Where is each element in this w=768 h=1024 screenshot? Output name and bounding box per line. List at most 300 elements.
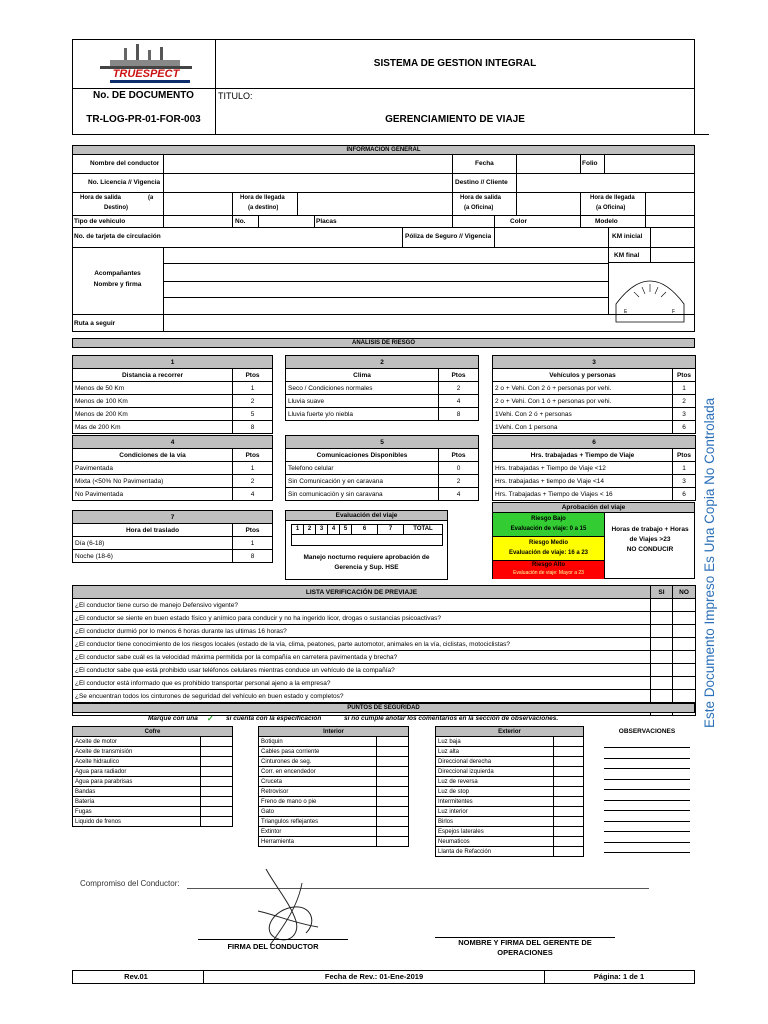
logo-text: TRUESPECT [112,68,180,80]
safety-checkbox[interactable] [201,787,233,797]
row-label: Menos de 200 Km [73,408,233,421]
safety-checkbox[interactable] [201,767,233,777]
observation-line[interactable] [604,789,690,790]
row-label: Pavimentada [73,462,233,475]
no-drive-note-c: NO CONDUCIR [626,546,674,553]
checklist-question: ¿El conductor sabe que está prohibido usar teléfonos celulares mientras conduce un vehículo de la compañía? [73,664,651,677]
eval-col-3: 3 [316,525,328,534]
row-points: 6 [673,421,696,434]
gauge-f-label: F [672,309,676,315]
fuel-gauge [610,266,690,328]
safety-checkbox[interactable] [201,797,233,807]
table-number: 7 [73,511,273,524]
safety-row [259,807,409,817]
row-label: Lluvia fuerte y/o niebla [286,408,439,421]
table-row [73,537,273,550]
commitment-label: Compromiso del Conductor: [80,879,180,888]
checklist-question: ¿El conductor está informado que es prohibido transportar personal ajeno a la empresa? [73,677,651,690]
row-label: Hrs. Trabajadas + Tiempo de Viajes < 16 [493,488,673,501]
safety-item: Batería [73,797,201,807]
label-departure-c: Destino) [104,205,128,211]
revision-date: Fecha de Rev.: 01-Ene-2019 [324,972,424,981]
table-row [286,408,479,421]
safety-item: Agua para parabrisas [73,777,201,787]
safety-checkbox[interactable] [377,777,409,787]
eval-total: TOTAL [413,526,433,532]
row-points: 1 [233,382,273,395]
safety-item: Bandas [73,787,201,797]
observation-line[interactable] [604,831,690,832]
table-number: 5 [286,436,479,449]
row-points: 8 [233,421,273,434]
safety-row [73,797,233,807]
safety-interior [258,726,409,847]
risk-table-distance [72,355,273,434]
row-label: Telefono celular [286,462,439,475]
safety-item: Cruceta [259,777,377,787]
table-header: Condiciones de la vía [73,449,233,462]
row-label: 1Vehi. Con 1 persona [493,421,673,434]
safety-checkbox[interactable] [554,757,584,767]
safety-item: Freno de mano o pie [259,797,377,807]
safety-item: Botiquin [259,737,377,747]
table-row [286,382,479,395]
safety-checkbox[interactable] [377,767,409,777]
manager-sign-label: NOMBRE Y FIRMA DEL GERENTE DE [458,938,592,947]
row-label: Día (6-18) [73,537,233,550]
observation-line[interactable] [604,842,690,843]
observation-line[interactable] [604,852,690,853]
safety-item: Retrovisor [259,787,377,797]
risk-medium-title: Riesgo Medio [528,540,568,546]
table-row [286,488,479,501]
general-info-heading: INFORMACIÓN GENERAL [72,145,695,155]
no-checkbox[interactable] [673,651,696,664]
safety-checkbox[interactable] [377,787,409,797]
table-row [286,475,479,488]
driver-sign-label: FIRMA DEL CONDUCTOR [227,942,319,951]
risk-low [493,513,604,537]
risk-table-weather [285,355,479,421]
cofre-header: Cofre [73,727,233,737]
table-row [73,475,273,488]
row-points: 4 [439,395,479,408]
safety-item: Cables pasa corriente [259,747,377,757]
label-policy: Póliza de Seguro // Vigencia [405,233,492,240]
evaluation-score-row [291,524,443,535]
safety-checkbox[interactable] [554,807,584,817]
exterior-header: Exterior [436,727,584,737]
safety-row [73,817,233,827]
table-row [493,382,696,395]
doc-number-label: No. DE DOCUMENTO [93,90,194,101]
risk-high [493,561,604,579]
label-companions: Acompañantes [94,270,141,277]
checklist-row [73,599,696,612]
safety-checkbox[interactable] [554,847,584,857]
safety-item: Aceite de transmisión [73,747,201,757]
label-dep-office-b: (a Oficina) [464,205,494,211]
checklist-row [73,664,696,677]
safety-checkbox[interactable] [201,817,233,827]
label-driver: Nombre del conductor [90,160,160,167]
risk-table-vehicles [492,355,696,434]
table-number: 6 [493,436,696,449]
row-label: No Pavimentada [73,488,233,501]
safety-checkbox[interactable] [554,767,584,777]
trip-evaluation [285,510,448,580]
label-folio: Folio [582,160,598,167]
safety-row [436,797,584,807]
safety-item: Gato [259,807,377,817]
table-number: 3 [493,356,696,369]
row-label: Sin comunicación y sin caravana [286,488,439,501]
observation-line[interactable] [604,747,690,748]
safety-row [73,747,233,757]
safety-item: Luz alta [436,747,554,757]
table-number: 4 [73,436,273,449]
no-checkbox[interactable] [673,599,696,612]
safety-item: Fugas [73,807,201,817]
safety-checkbox[interactable] [377,737,409,747]
no-checkbox[interactable] [673,612,696,625]
safety-item: Agua para radiador [73,767,201,777]
row-label: 2 o + Vehi. Con 1 ó + personas por vehi. [493,395,673,408]
table-header: Comunicaciones Disponibles [286,449,439,462]
checklist-question: ¿El conductor se siente en buen estado físico y anímico para conducir y no ha ingerido licor, drogas o sustancias psicoactivas? [73,612,651,625]
safety-item: Birlos [436,817,554,827]
safety-item: Aceite hidraulico [73,757,201,767]
row-points: 5 [233,408,273,421]
safety-heading: PUNTOS DE SEGURIDAD [72,703,695,713]
safety-engine [72,726,233,827]
manager-sign-label-b: OPERACIONES [497,948,553,957]
row-points: 4 [233,488,273,501]
safety-checkbox[interactable] [554,787,584,797]
row-points: 1 [673,382,696,395]
table-row [286,462,479,475]
yes-checkbox[interactable] [651,690,673,703]
safety-row [259,757,409,767]
safety-row [259,817,409,827]
label-destination: Destino // Cliente [455,179,508,186]
safety-item: Direccional izquierda [436,767,554,777]
observation-line[interactable] [604,768,690,769]
safety-item: Intermitentes [436,797,554,807]
safety-row [436,767,584,777]
yes-checkbox[interactable] [651,612,673,625]
yes-checkbox[interactable] [651,638,673,651]
table-row [493,408,696,421]
safety-checkbox[interactable] [554,747,584,757]
safety-row [436,847,584,857]
points-header: Ptos [233,524,273,537]
label-card: No. de tarjeta de circulación [74,233,161,240]
risk-low-range: Evaluación de viaje: 0 a 15 [510,526,587,532]
safety-checkbox[interactable] [377,757,409,767]
row-points: 8 [233,550,273,563]
eval-col-7: 7 [378,525,404,534]
safety-row [259,767,409,777]
label-departure: Hora de salida [80,195,122,201]
title-label: TITULO: [218,91,253,101]
row-points: 2 [233,395,273,408]
row-points: 0 [439,462,479,475]
checklist-row [73,612,696,625]
safety-row [73,737,233,747]
safety-item: Luz de reversa [436,777,554,787]
no-checkbox[interactable] [673,638,696,651]
points-header: Ptos [439,449,479,462]
safety-checkbox[interactable] [554,737,584,747]
yes-checkbox[interactable] [651,625,673,638]
safety-item: Luz baja [436,737,554,747]
row-points: 2 [233,475,273,488]
yes-checkbox[interactable] [651,651,673,664]
observations-label: OBSERVACIONES [618,728,676,735]
row-points: 1 [673,462,696,475]
checklist-question: ¿El conductor durmió por lo menos 6 horas durante las ultimas 16 horas? [73,625,651,638]
safety-checkbox[interactable] [377,797,409,807]
observation-line[interactable] [604,758,690,759]
checklist-row [73,690,696,703]
evaluation-heading: Evaluación del viaje [285,510,448,521]
table-number: 1 [73,356,273,369]
safety-row [73,807,233,817]
observation-line[interactable] [604,821,690,822]
risk-low-title: Riesgo Bajo [531,516,566,522]
watermark-text: Este Documento Impreso Es Una Copia No Controlada [702,397,717,728]
eval-col-1: 1 [292,525,304,534]
row-points: 1 [233,462,273,475]
safety-item: Aceite de motor [73,737,201,747]
general-info-frame [72,154,695,332]
safety-item: Corr. en encendedor [259,767,377,777]
table-row [73,408,273,421]
safety-row [436,757,584,767]
points-header: Ptos [233,449,273,462]
checklist-question: ¿El conductor sabe cuál es la velocidad máxima permitida por la compañía en carretera pavimentada y brecha? [73,651,651,664]
row-points: 1 [233,537,273,550]
observation-line[interactable] [604,800,690,801]
label-km-end: KM final [614,252,640,259]
safety-exterior [435,726,584,857]
yes-checkbox[interactable] [651,677,673,690]
safety-instr-c: si no cumple anotar los comentarios en la sección de observaciones. [344,715,559,722]
row-label: Mas de 200 Km [73,421,233,434]
safety-instr-a: Marque con una [148,715,198,722]
no-checkbox[interactable] [673,677,696,690]
safety-checkbox[interactable] [377,807,409,817]
safety-checkbox[interactable] [554,827,584,837]
yes-checkbox[interactable] [651,599,673,612]
page-number: Página: 1 de 1 [593,972,645,981]
safety-row [436,827,584,837]
safety-row [73,787,233,797]
label-arrival-b: (a destino) [248,205,279,211]
label-date: Fecha [475,160,494,167]
doc-title: GERENCIAMIENTO DE VIAJE [385,114,525,125]
row-label: Mixta (<50% No Pavimentada) [73,475,233,488]
yes-checkbox[interactable] [651,664,673,677]
table-row [73,421,273,434]
row-label: Seco / Condiciones normales [286,382,439,395]
safety-checkbox[interactable] [554,777,584,787]
risk-table-time [72,510,273,563]
table-header: Clima [286,369,439,382]
no-drive-note: Horas de trabajo + Horas [611,526,689,533]
row-label: Menos de 50 Km [73,382,233,395]
safety-checkbox[interactable] [377,837,409,847]
safety-checkbox[interactable] [201,747,233,757]
table-row [73,395,273,408]
footer-bar [72,970,695,984]
night-note-b: Gerencia y Sup. HSE [334,564,399,571]
safety-checkbox[interactable] [377,817,409,827]
safety-item: Herramienta [259,837,377,847]
risk-table-road [72,435,273,501]
safety-row [259,737,409,747]
row-label: Menos de 100 Km [73,395,233,408]
safety-row [436,807,584,817]
row-label: 2 o + Vehi. Con 2 ó + personas por vehi. [493,382,673,395]
checklist-question: ¿El conductor tiene curso de manejo Defensivo vigente? [73,599,651,612]
safety-checkbox[interactable] [201,757,233,767]
safety-checkbox[interactable] [201,737,233,747]
row-label: 1Vehi. Con 2 ó + personas [493,408,673,421]
safety-checkbox[interactable] [377,747,409,757]
risk-medium [493,537,604,561]
label-companions-b: Nombre y firma [93,281,142,288]
safety-row [259,797,409,807]
checklist-row [73,625,696,638]
safety-item: Extintor [259,827,377,837]
checklist-question: ¿El conductor tiene conocimiento de los riesgos locales (estado de la vía, clima, peatones, parte automotor, animales en la vía, ciclistas, motociclistas? [73,638,651,651]
driver-signature [248,865,338,949]
table-header: Hora del traslado [73,524,233,537]
row-points: 3 [673,408,696,421]
label-arr-office-b: (a Oficina) [596,205,626,211]
safety-checkbox[interactable] [201,807,233,817]
risk-high-range: Evaluación de viaje: Mayor a 23 [513,570,584,576]
table-row [73,462,273,475]
table-row [286,395,479,408]
points-header: Ptos [439,369,479,382]
risk-heading: ANÁLISIS DE RIESGO [72,338,695,348]
label-arrival: Hora de llegada [240,195,285,201]
row-points: 6 [673,488,696,501]
eval-col-2: 2 [304,525,316,534]
row-label: Hrs. trabajadas + tiempo de Viaje <14 [493,475,673,488]
row-points: 2 [439,475,479,488]
points-header: Ptos [673,449,696,462]
doc-number: TR-LOG-PR-01-FOR-003 [86,114,201,125]
table-row [73,382,273,395]
eval-col-6: 6 [352,525,378,534]
safety-item: Espejos laterales [436,827,554,837]
system-title: SISTEMA DE GESTIÓN INTEGRAL [373,58,537,69]
company-logo [90,42,200,86]
no-checkbox[interactable] [673,690,696,703]
row-points: 2 [673,395,696,408]
points-header: Ptos [233,369,273,382]
safety-item: Luz interior [436,807,554,817]
safety-item: Neumaticos [436,837,554,847]
checklist-row [73,651,696,664]
label-vehicle-type: Tipo de vehiculo [74,218,126,225]
risk-high-title: Riesgo Alto [531,562,566,568]
safety-checkbox[interactable] [201,777,233,787]
yes-header: SI [651,586,673,599]
trip-approval [492,502,695,579]
table-row [493,462,696,475]
label-plates: Placas [316,218,337,225]
safety-item: Liquido de frenos [73,817,201,827]
label-dep-office: Hora de salida [460,195,502,201]
row-points: 4 [439,488,479,501]
safety-checkbox[interactable] [554,797,584,807]
table-row [493,421,696,434]
label-route: Ruta a seguir [74,320,116,327]
eval-col-4: 4 [328,525,340,534]
label-km-start: KM inicial [612,233,643,240]
safety-checkbox[interactable] [554,837,584,847]
safety-item: Direccional derecha [436,757,554,767]
safety-row [436,747,584,757]
table-number: 2 [286,356,479,369]
no-checkbox[interactable] [673,625,696,638]
table-header: Distancia a recorrer [73,369,233,382]
safety-item: Triangulos reflejantes [259,817,377,827]
row-label: Lluvia suave [286,395,439,408]
checklist-row [73,638,696,651]
safety-row [259,827,409,837]
label-no: No. [235,218,246,225]
no-checkbox[interactable] [673,664,696,677]
safety-checkbox[interactable] [554,817,584,827]
no-header: NO [673,586,696,599]
checklist-question: ¿Se encuentran todos los cinturones de seguridad del vehículo en buen estado y completos? [73,690,651,703]
safety-instr-b: si cuenta con la especificación [226,715,322,722]
row-points: 3 [673,475,696,488]
row-label: Noche (18-6) [73,550,233,563]
row-points: 8 [439,408,479,421]
night-note: Manejo nocturno requiere aprobación de [303,554,430,561]
table-row [73,488,273,501]
risk-table-hours [492,435,696,501]
gauge-e-label: E [624,309,628,315]
table-row [493,395,696,408]
safety-row [259,777,409,787]
table-header: Hrs. trabajadas + Tiempo de Viaje [493,449,673,462]
checklist-row [73,677,696,690]
observation-line[interactable] [604,810,690,811]
no-drive-note-b: de Viajes >23 [629,536,671,543]
observation-line[interactable] [604,779,690,780]
safety-row [259,787,409,797]
interior-header: Interior [259,727,409,737]
safety-checkbox[interactable] [377,827,409,837]
checklist-heading: LISTA VERIFICACIÓN DE PREVIAJE [73,586,651,599]
check-icon: ✓ [207,714,214,723]
safety-item: Llanta de Refacción [436,847,554,857]
label-color: Color [510,218,527,225]
table-row [493,475,696,488]
safety-row [436,817,584,827]
label-license: No. Licencia // Vigencia [88,179,161,186]
approval-heading: Aprobación del viaje [492,502,695,513]
label-arr-office: Hora de llegada [590,195,635,201]
